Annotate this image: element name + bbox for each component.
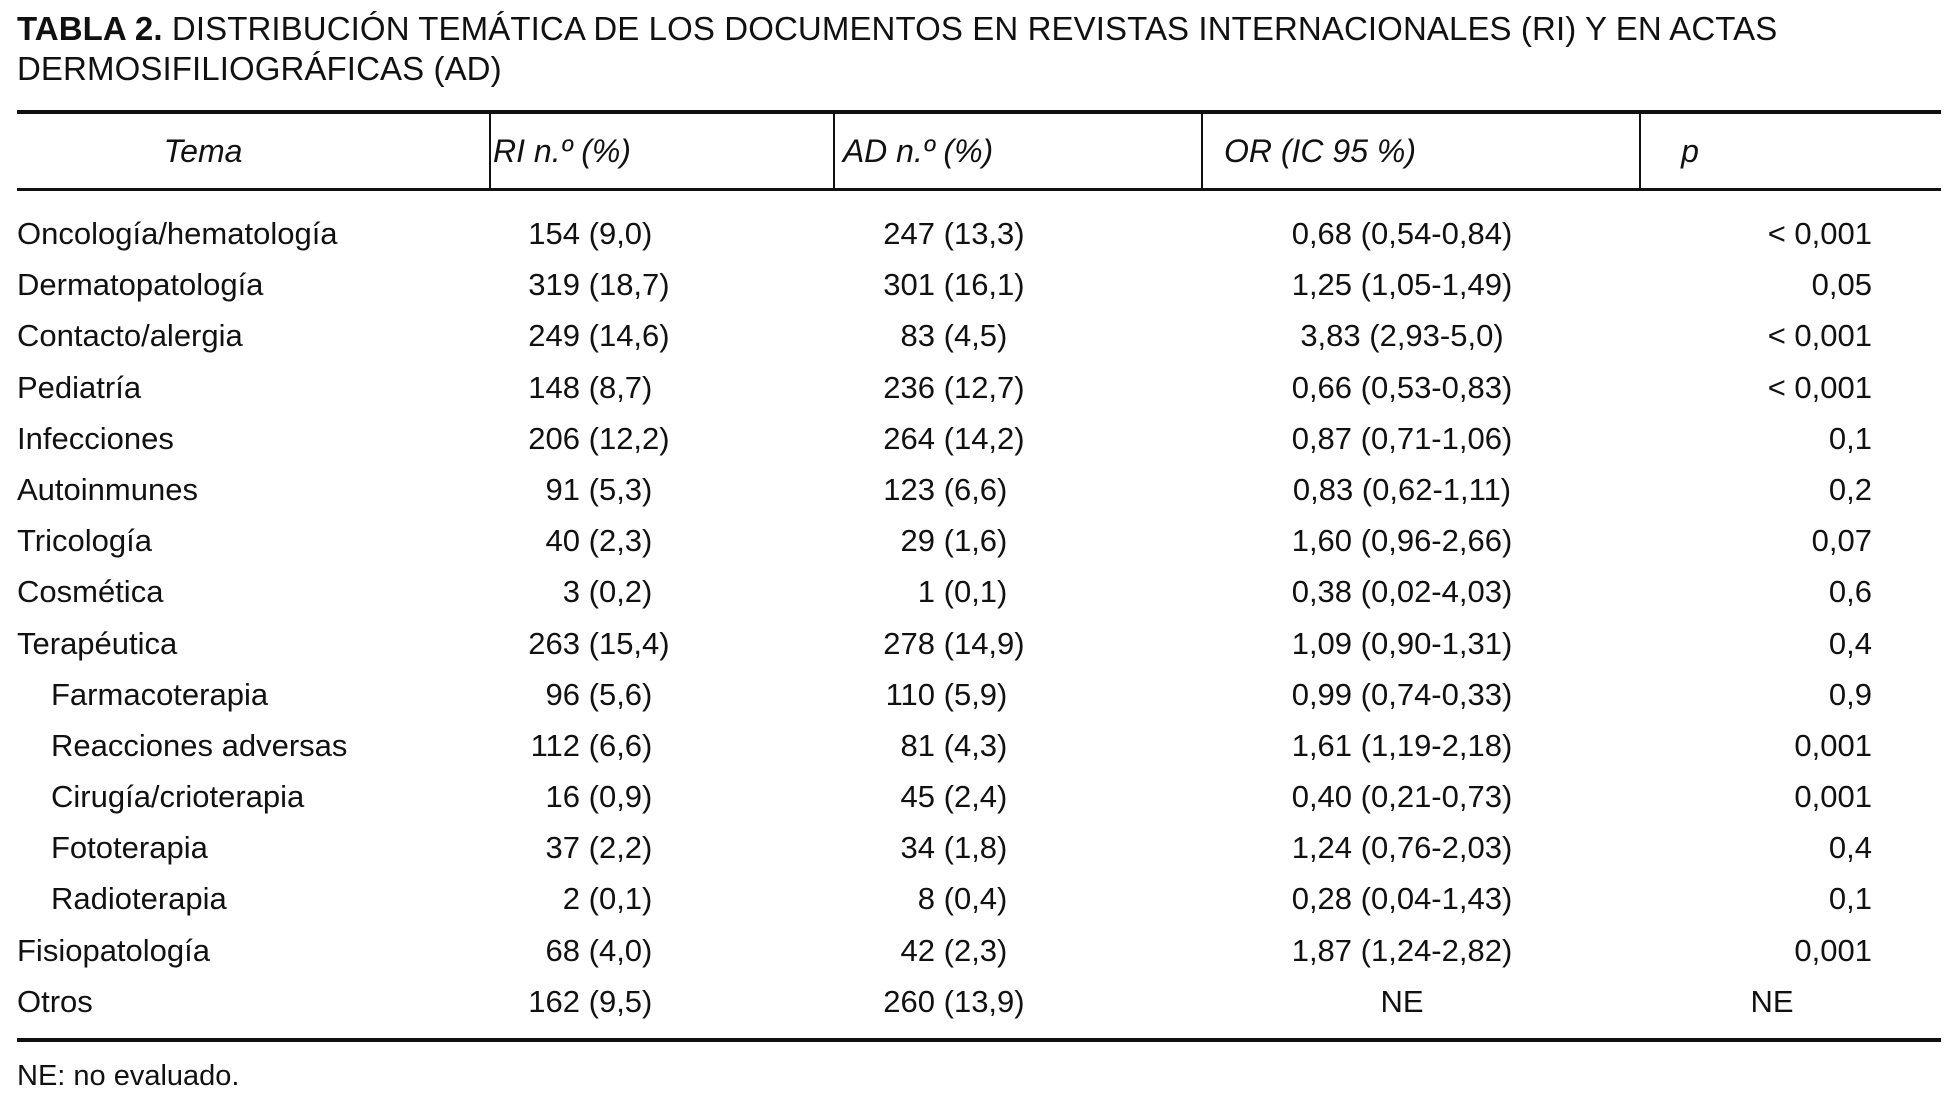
cell-ri	[455, 566, 755, 617]
cell-p-value: NE	[1750, 983, 1794, 1019]
table-row	[17, 618, 1941, 669]
cell-tema: Tricología	[17, 523, 152, 559]
cell-ad-pct: (6,6)	[943, 471, 1008, 507]
cell-p	[1687, 464, 1937, 515]
cell-or: NE	[1380, 983, 1424, 1019]
cell-tema: Autoinmunes	[17, 471, 198, 507]
cell-p-value: 0,1	[1828, 420, 1872, 456]
cell-p-value: < 0,001	[1767, 216, 1872, 251]
cell-ad	[813, 873, 1113, 924]
bottom-rule	[17, 1038, 1941, 1042]
table-number: TABLA 2.	[17, 10, 163, 47]
header-divider	[833, 114, 835, 188]
cell-ad-n: 123	[883, 471, 935, 507]
cell-ri-pct: (5,6)	[588, 676, 653, 712]
cell-or: 0,68 (0,54-0,84)	[1291, 216, 1513, 251]
cell-ad-pct: (14,2)	[943, 420, 1025, 456]
cell-ri	[455, 362, 755, 413]
table-row	[17, 925, 1941, 976]
cell-ri	[455, 618, 755, 669]
cell-ri-pct: (15,4)	[588, 625, 670, 661]
cell-tema: Dermatopatología	[17, 267, 264, 303]
cell-ri-n: 2	[562, 881, 580, 917]
cell-ri	[455, 822, 755, 873]
cell-tema: Terapéutica	[17, 625, 178, 661]
cell-ad-pct: (2,3)	[943, 932, 1008, 968]
table-row	[17, 413, 1941, 464]
cell-p	[1687, 822, 1937, 873]
cell-ad	[813, 566, 1113, 617]
cell-ad-n: 8	[917, 881, 935, 917]
cell-ri-n: 91	[545, 471, 580, 507]
cell-ri	[455, 208, 755, 259]
cell-or: 1,09 (0,90-1,31)	[1291, 625, 1513, 661]
header-tema: Tema	[163, 133, 243, 169]
table-row	[17, 771, 1941, 822]
cell-p	[1687, 669, 1937, 720]
cell-ad-n: 264	[883, 420, 935, 456]
cell-ri-n: 112	[530, 727, 580, 763]
cell-ad-n: 260	[883, 983, 935, 1019]
cell-ri	[455, 515, 755, 566]
cell-or: 0,66 (0,53-0,83)	[1291, 369, 1513, 405]
cell-or: 1,24 (0,76-2,03)	[1291, 830, 1513, 866]
cell-ad-n: 1	[917, 574, 935, 610]
cell-or: 1,61 (1,19-2,18)	[1291, 727, 1513, 763]
cell-p	[1687, 976, 1937, 1027]
table-row	[17, 515, 1941, 566]
cell-ri-n: 319	[528, 267, 580, 303]
cell-p	[1687, 925, 1937, 976]
cell-p-value: < 0,001	[1767, 318, 1872, 354]
header-ri: RI n.º (%)	[493, 133, 631, 169]
cell-ad-pct: (12,7)	[943, 369, 1025, 405]
table-row	[17, 822, 1941, 873]
cell-ad-pct: (13,9)	[943, 983, 1025, 1019]
cell-ad	[813, 771, 1113, 822]
table-row	[17, 873, 1941, 924]
cell-ad	[813, 362, 1113, 413]
cell-ad-n: 29	[900, 523, 935, 559]
cell-or: 1,25 (1,05-1,49)	[1291, 267, 1513, 303]
cell-p-value: 0,07	[1811, 523, 1872, 559]
cell-p	[1687, 618, 1937, 669]
cell-p-value: 0,4	[1828, 830, 1872, 866]
cell-ad	[813, 259, 1113, 310]
cell-ri	[455, 720, 755, 771]
table-row	[17, 310, 1941, 361]
table-header	[17, 114, 1941, 188]
table-title	[17, 9, 1937, 89]
cell-ri-pct: (2,2)	[588, 830, 653, 866]
cell-ri-n: 68	[545, 932, 580, 968]
cell-ad-n: 83	[900, 318, 935, 354]
cell-ad-pct: (4,5)	[943, 318, 1008, 354]
cell-ri-pct: (12,2)	[588, 420, 670, 456]
header-divider	[489, 114, 491, 188]
cell-ad-n: 301	[883, 267, 935, 303]
cell-p-value: 0,05	[1811, 267, 1872, 303]
cell-ad-n: 34	[900, 830, 935, 866]
cell-ri	[455, 976, 755, 1027]
cell-ri-pct: (5,3)	[588, 471, 653, 507]
table-row	[17, 669, 1941, 720]
cell-ad	[813, 208, 1113, 259]
cell-ri-pct: (9,5)	[588, 983, 653, 1019]
cell-or: 0,38 (0,02-4,03)	[1291, 574, 1513, 610]
cell-ad-pct: (5,9)	[943, 676, 1008, 712]
table-body	[17, 208, 1941, 1027]
cell-p	[1687, 515, 1937, 566]
cell-ad-n: 110	[885, 676, 935, 712]
cell-p	[1687, 259, 1937, 310]
cell-ad-n: 42	[900, 932, 935, 968]
table-row	[17, 464, 1941, 515]
cell-ad	[813, 720, 1113, 771]
cell-ad	[813, 310, 1113, 361]
cell-p	[1687, 566, 1937, 617]
cell-ad	[813, 925, 1113, 976]
cell-tema: Reacciones adversas	[51, 727, 348, 763]
cell-ri-n: 263	[528, 625, 580, 661]
cell-or: 0,28 (0,04-1,43)	[1291, 881, 1513, 917]
cell-ri	[455, 259, 755, 310]
cell-tema: Infecciones	[17, 420, 174, 456]
cell-tema: Pediatría	[17, 369, 142, 405]
cell-or: 0,87 (0,71-1,06)	[1291, 420, 1513, 456]
cell-or: 1,60 (0,96-2,66)	[1291, 523, 1513, 559]
cell-or: 0,40 (0,21-0,73)	[1291, 779, 1513, 815]
cell-ri-n: 249	[528, 318, 580, 354]
cell-tema: Cirugía/crioterapia	[51, 779, 305, 815]
cell-tema: Otros	[17, 983, 93, 1019]
cell-ad	[813, 618, 1113, 669]
cell-ad-n: 278	[883, 625, 935, 661]
cell-p-value: 0,2	[1828, 471, 1872, 507]
cell-ri-pct: (0,9)	[588, 779, 653, 815]
table-row	[17, 976, 1941, 1027]
cell-ri-pct: (8,7)	[588, 369, 653, 405]
cell-ad-n: 81	[900, 727, 935, 763]
cell-ri-n: 148	[528, 369, 580, 405]
cell-or: 3,83 (2,93-5,0)	[1300, 318, 1504, 354]
header-ad: AD n.º (%)	[842, 133, 994, 169]
cell-ri	[455, 310, 755, 361]
cell-ad	[813, 464, 1113, 515]
header-divider	[1201, 114, 1203, 188]
cell-tema: Farmacoterapia	[51, 676, 269, 712]
header-divider	[1639, 114, 1641, 188]
cell-ad-pct: (2,4)	[943, 779, 1008, 815]
cell-tema: Oncología/hematología	[17, 216, 338, 251]
cell-ad-n: 45	[900, 779, 935, 815]
cell-ad-pct: (14,9)	[943, 625, 1025, 661]
cell-ri	[455, 669, 755, 720]
cell-ad-n: 247	[883, 216, 935, 251]
table-row	[17, 566, 1941, 617]
cell-p-value: 0,1	[1828, 881, 1872, 917]
cell-p	[1687, 771, 1937, 822]
cell-ri-n: 16	[545, 779, 580, 815]
cell-p-value: 0,001	[1794, 727, 1872, 763]
cell-ad-n: 236	[883, 369, 935, 405]
cell-ri-n: 37	[545, 830, 580, 866]
cell-p-value: < 0,001	[1767, 369, 1872, 405]
cell-or: 0,99 (0,74-0,33)	[1291, 676, 1513, 712]
table-row	[17, 720, 1941, 771]
cell-ri-pct: (18,7)	[588, 267, 670, 303]
header-p: p	[1681, 133, 1699, 169]
cell-tema: Contacto/alergia	[17, 318, 243, 354]
cell-tema: Radioterapia	[51, 881, 227, 917]
table-caption: DISTRIBUCIÓN TEMÁTICA DE LOS DOCUMENTOS EN REVISTAS INTERNACIONALES (RI) Y EN ACTAS DERMOSIFILIOGRÁFICAS (AD)	[17, 10, 1778, 87]
cell-ri	[455, 464, 755, 515]
cell-ri	[455, 771, 755, 822]
cell-ad-pct: (0,4)	[943, 881, 1008, 917]
cell-ad	[813, 822, 1113, 873]
cell-ad	[813, 515, 1113, 566]
cell-tema: Cosmética	[17, 574, 164, 610]
cell-or: 0,83 (0,62-1,11)	[1292, 471, 1512, 507]
cell-ri-pct: (0,1)	[588, 881, 653, 917]
cell-p	[1687, 720, 1937, 771]
cell-ri-n: 206	[528, 420, 580, 456]
cell-ad	[813, 976, 1113, 1027]
cell-ri-pct: (14,6)	[588, 318, 670, 354]
cell-ad	[813, 669, 1113, 720]
cell-ad-pct: (1,6)	[943, 523, 1008, 559]
cell-ri-n: 96	[545, 676, 580, 712]
cell-ri-n: 162	[528, 983, 580, 1019]
cell-ad-pct: (16,1)	[943, 267, 1025, 303]
cell-p	[1687, 413, 1937, 464]
cell-tema: Fototerapia	[51, 830, 208, 866]
cell-ri-pct: (0,2)	[588, 574, 653, 610]
cell-p-value: 0,6	[1828, 574, 1872, 610]
cell-ad-pct: (13,3)	[943, 216, 1025, 251]
cell-ri-n: 3	[562, 574, 580, 610]
table-row	[17, 208, 1941, 259]
cell-ri-pct: (6,6)	[588, 727, 653, 763]
cell-p-value: 0,4	[1828, 625, 1872, 661]
cell-tema: Fisiopatología	[17, 932, 211, 968]
cell-or: 1,87 (1,24-2,82)	[1291, 932, 1513, 968]
cell-ri-pct: (2,3)	[588, 523, 653, 559]
cell-p	[1687, 208, 1937, 259]
table-footnote: NE: no evaluado.	[17, 1060, 240, 1092]
cell-p	[1687, 873, 1937, 924]
cell-ri-n: 154	[528, 216, 580, 251]
cell-p-value: 0,001	[1794, 779, 1872, 815]
cell-ad-pct: (0,1)	[943, 574, 1008, 610]
cell-p	[1687, 310, 1937, 361]
cell-p-value: 0,001	[1794, 932, 1872, 968]
cell-ri-n: 40	[545, 523, 580, 559]
cell-ad-pct: (1,8)	[943, 830, 1008, 866]
cell-ri-pct: (9,0)	[588, 216, 653, 251]
table-row	[17, 362, 1941, 413]
header-or: OR (IC 95 %)	[1223, 133, 1417, 169]
cell-ri	[455, 925, 755, 976]
table-row	[17, 259, 1941, 310]
cell-p-value: 0,9	[1828, 676, 1872, 712]
cell-ad	[813, 413, 1113, 464]
cell-ri	[455, 873, 755, 924]
cell-ad-pct: (4,3)	[943, 727, 1008, 763]
header-rule	[17, 188, 1941, 191]
cell-p	[1687, 362, 1937, 413]
cell-ri	[455, 413, 755, 464]
cell-ri-pct: (4,0)	[588, 932, 653, 968]
